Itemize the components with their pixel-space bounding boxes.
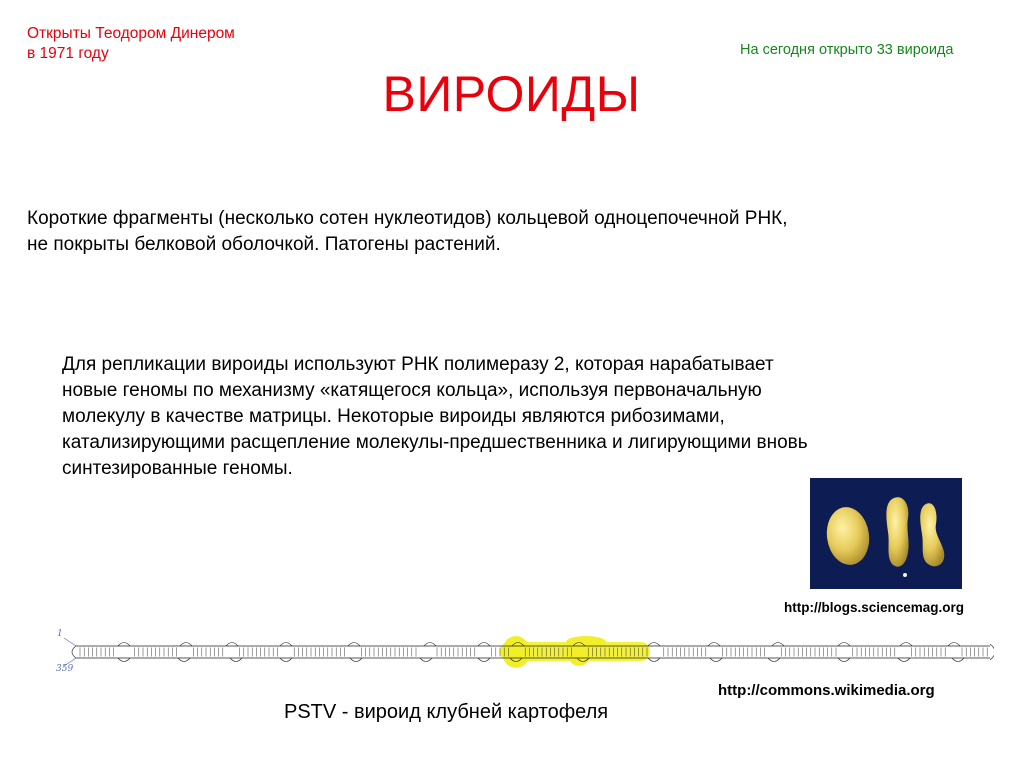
structure-caption: PSTV - вироид клубней картофеля	[284, 701, 609, 723]
replication-line-2: новые геномы по механизму «катящегося кольца», используя первоначальную	[62, 380, 762, 401]
end-position-label: 359	[56, 664, 74, 674]
replication-paragraph	[62, 352, 992, 482]
definition-line-2: не покрыты белковой оболочкой. Патогены растений.	[27, 234, 501, 255]
replication-line-5: синтезированные геномы.	[62, 458, 293, 479]
slide-title: ВИРОИДЫ	[382, 66, 641, 122]
discovery-line-2: в 1971 году	[27, 45, 109, 62]
replication-line-1: Для репликации вироиды используют РНК полимеразу 2, которая нарабатывает	[62, 354, 774, 375]
discovery-line-1: Открыты Теодором Динером	[27, 25, 235, 42]
replication-line-3: молекулу в качестве матрицы. Некоторые вироиды являются рибозимами,	[62, 406, 725, 427]
start-position-label: 1	[57, 629, 63, 639]
definition-paragraph	[27, 206, 987, 258]
structure-source-credit: http://commons.wikimedia.org	[718, 682, 935, 699]
definition-line-1: Короткие фрагменты (несколько сотен нуклеотидов) кольцевой одноцепочечной РНК,	[27, 208, 788, 229]
replication-line-4: катализирующими расщепление молекулы-предшественника и лигирующими вновь	[62, 432, 808, 453]
viroid-count-note: На сегодня открыто 33 вироида	[740, 42, 954, 58]
structure-highlight	[500, 636, 650, 668]
photo-source-credit: http://blogs.sciencemag.org	[784, 600, 965, 615]
pstv-secondary-structure	[54, 622, 994, 678]
highlight-loop-1	[502, 636, 530, 668]
discovery-note	[27, 24, 235, 64]
infected-potato-photo	[810, 478, 962, 589]
potato-tubers-image	[810, 478, 962, 589]
